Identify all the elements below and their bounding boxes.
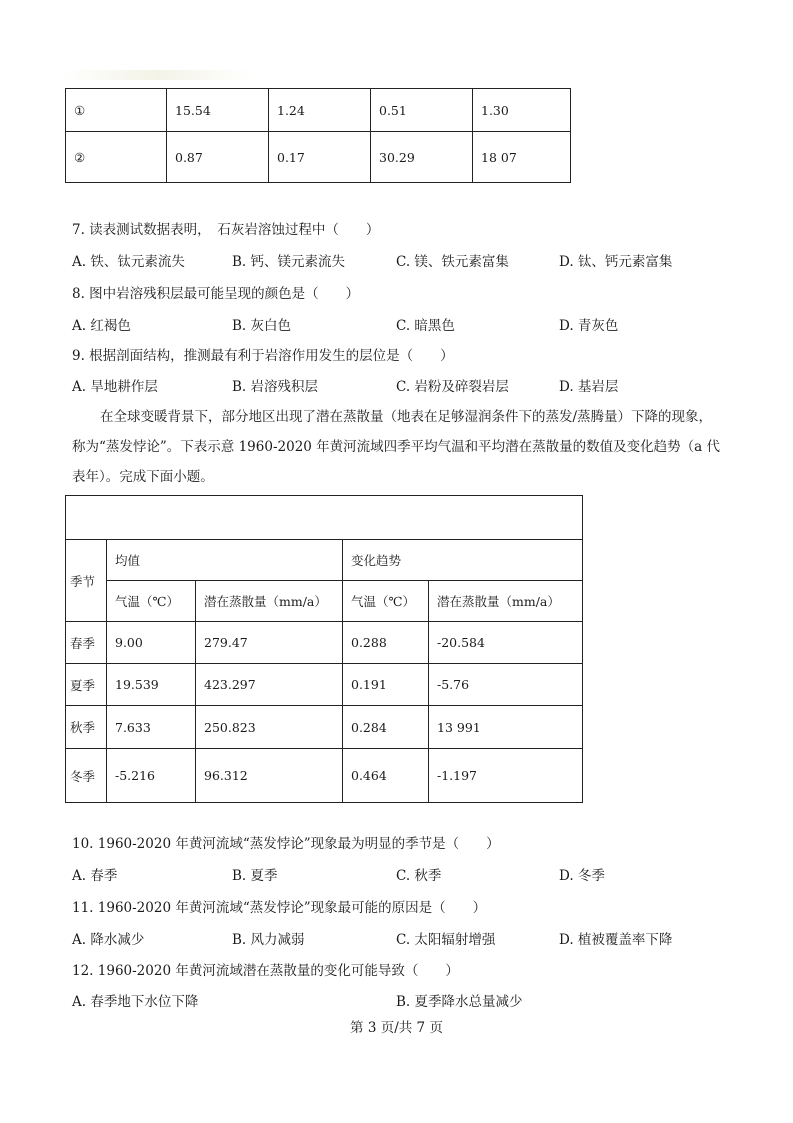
question-11-stem: 11. 1960-2020 年黄河流域“蒸发悖论”现象最可能的原因是（ ） [72, 900, 487, 916]
question-10-option-c: C. 秋季 [396, 868, 442, 884]
question-10-option-b: B. 夏季 [232, 868, 278, 884]
question-11-option-d: D. 植被覆盖率下降 [559, 932, 673, 948]
table-cell: 0.284 [343, 706, 429, 749]
trend-et-header: 潜在蒸散量（mm/a） [429, 581, 583, 622]
table-cell: 18 07 [473, 132, 571, 183]
question-10-stem: 10. 1960-2020 年黄河流域“蒸发悖论”现象最为明显的季节是（ ） [72, 836, 500, 852]
table-cell: 0.191 [343, 664, 429, 706]
question-11-option-b: B. 风力减弱 [232, 932, 305, 948]
table-cell: 30.29 [371, 132, 473, 183]
question-12-option-b: B. 夏季降水总量减少 [396, 994, 523, 1010]
question-9-option-d: D. 基岩层 [559, 379, 619, 395]
table-cell: 1.24 [269, 89, 371, 132]
trend-group-header: 变化趋势 [343, 540, 583, 581]
question-9-option-b: B. 岩溶残积层 [232, 379, 319, 395]
table-cell: 19.539 [107, 664, 196, 706]
mean-et-header: 潜在蒸散量（mm/a） [196, 581, 343, 622]
mean-group-header: 均值 [107, 540, 343, 581]
question-8-option-a: A. 红褐色 [72, 318, 131, 334]
table-cell: 279.47 [196, 622, 343, 664]
table-title-row [66, 496, 583, 540]
question-8-option-c: C. 暗黑色 [396, 318, 455, 334]
question-7-option-b: B. 钙、镁元素流失 [232, 254, 346, 270]
table-cell: 秋季 [66, 706, 107, 749]
table-row [66, 749, 583, 803]
table-cell: ② [66, 132, 167, 183]
table-cell: -1.197 [429, 749, 583, 803]
question-8-option-d: D. 青灰色 [559, 318, 619, 334]
question-12-option-a: A. 春季地下水位下降 [72, 994, 199, 1010]
table-cell: 96.312 [196, 749, 343, 803]
table-cell: 0.288 [343, 622, 429, 664]
table-cell: 7.633 [107, 706, 196, 749]
table-cell: 0.51 [371, 89, 473, 132]
table-cell: -5.76 [429, 664, 583, 706]
question-11-option-a: A. 降水减少 [72, 932, 145, 948]
question-7-option-a: A. 铁、钛元素流失 [72, 254, 185, 270]
question-10-option-a: A. 春季 [72, 868, 118, 884]
table-cell: 0.17 [269, 132, 371, 183]
question-12-stem: 12. 1960-2020 年黄河流域潜在蒸散量的变化可能导致（ ） [72, 963, 459, 979]
table-row [66, 706, 583, 749]
table-cell: 13 991 [429, 706, 583, 749]
table-cell: 0.87 [167, 132, 269, 183]
table-cell: 9.00 [107, 622, 196, 664]
question-8-stem: 8. 图中岩溶残积层最可能呈现的颜色是（ ） [72, 286, 360, 302]
season-header: 季节 [66, 540, 107, 622]
table-cell: 冬季 [66, 749, 107, 803]
table-cell: 春季 [66, 622, 107, 664]
table-cell: -20.584 [429, 622, 583, 664]
question-10-option-d: D. 冬季 [559, 868, 605, 884]
element-data-table [65, 88, 571, 183]
page-footer: 第 3 页/共 7 页 [350, 1020, 443, 1036]
table-row [66, 622, 583, 664]
question-8-option-b: B. 灰白色 [232, 318, 292, 334]
table-cell: 15.54 [167, 89, 269, 132]
table-cell: 423.297 [196, 664, 343, 706]
scan-smudge [62, 70, 252, 80]
question-11-option-c: C. 太阳辐射增强 [396, 932, 496, 948]
question-9-option-a: A. 旱地耕作层 [72, 379, 158, 395]
season-data-table [65, 495, 583, 803]
mean-temp-header: 气温（℃） [107, 581, 196, 622]
table-cell: 1.30 [473, 89, 571, 132]
question-9-stem: 9. 根据剖面结构，推测最有利于岩溶作用发生的层位是（ ） [72, 348, 454, 364]
question-9-option-c: C. 岩粉及碎裂岩层 [396, 379, 509, 395]
passage-text: 在全球变暖背景下，部分地区出现了潜在蒸散量（地表在足够湿润条件下的蒸发/蒸腾量）下降的现象，称为“蒸发悖论”。下表示意 1960-2020 年黄河流域四季平均气温和平均潜在蒸散量的数值及变化趋势（a 代表年）。完成下面小题。 [72, 409, 720, 485]
passage [72, 402, 724, 492]
table-row [66, 132, 571, 183]
table-cell: 250.823 [196, 706, 343, 749]
question-7-option-c: C. 镁、铁元素富集 [396, 254, 509, 270]
table-cell: 夏季 [66, 664, 107, 706]
table-cell: 0.464 [343, 749, 429, 803]
table-row [66, 89, 571, 132]
table-subheader-row [66, 581, 583, 622]
table-cell: -5.216 [107, 749, 196, 803]
table-cell: ① [66, 89, 167, 132]
trend-temp-header: 气温（℃） [343, 581, 429, 622]
question-7-option-d: D. 钛、钙元素富集 [559, 254, 673, 270]
table-header-row [66, 540, 583, 581]
table-title-cell [66, 496, 583, 540]
table-row [66, 664, 583, 706]
question-7-stem: 7. 读表测试数据表明， 石灰岩溶蚀过程中（ ） [72, 222, 380, 238]
